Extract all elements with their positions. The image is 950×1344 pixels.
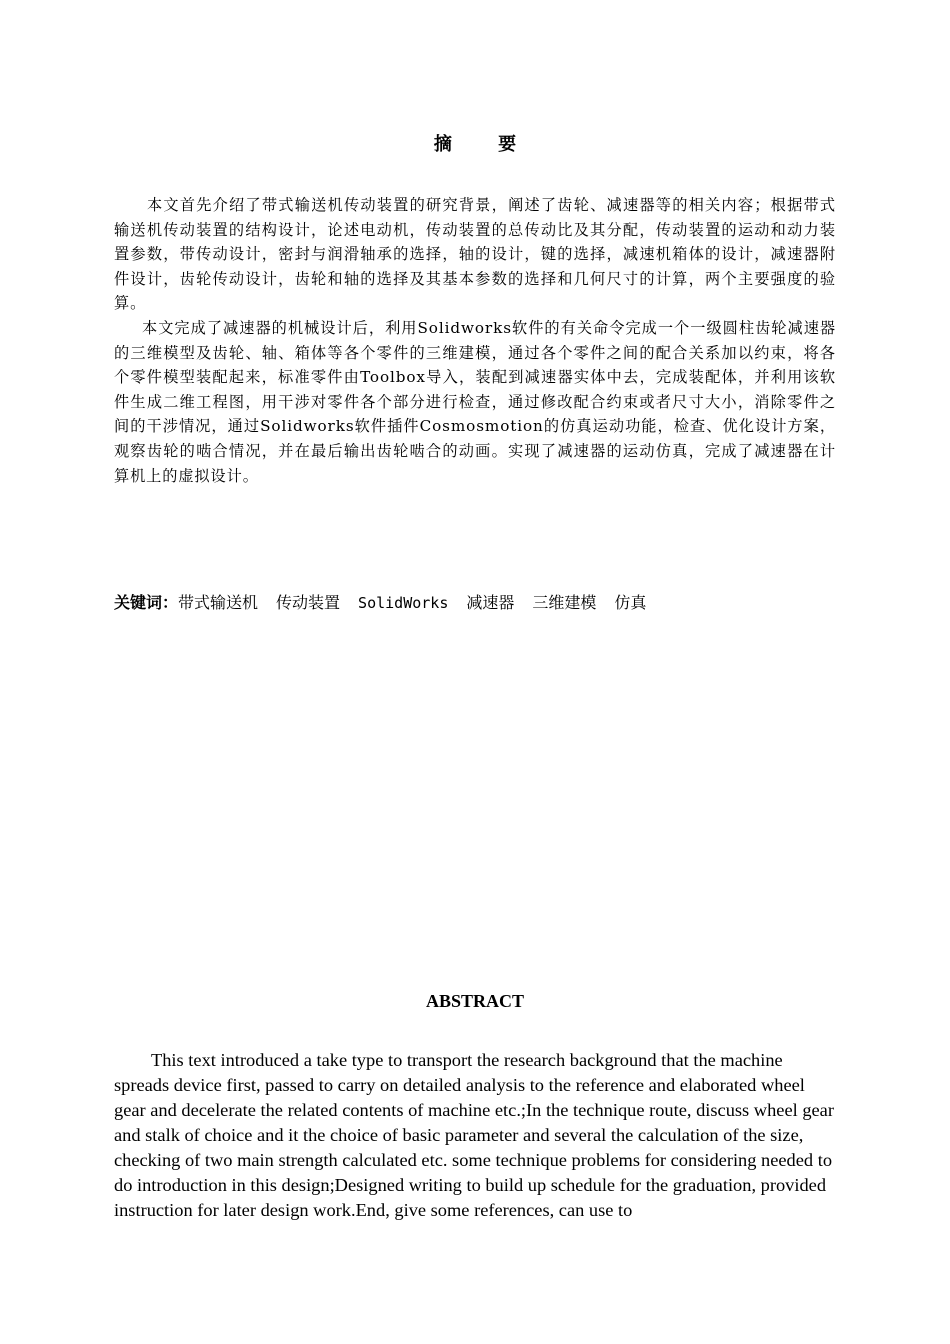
abstract-en-paragraph-1: This text introduced a take type to transport the research background that the machine spreads device first, passed to carry on detailed analysis to the reference and elaborated wheel gear and decelerate the related contents of machine etc.;In the technique route, discuss wheel gear and stalk of choice and it the choice of basic parameter and several the calculation of the size, checking of two main strength calculated etc. some technique problems for considering needed to do introduction in this design;Designed writing to build up schedule for the graduation, provided instruction for later design work.End, give some references, can use to: [114, 1050, 834, 1220]
keyword-item: SolidWorks: [358, 594, 449, 612]
abstract-en-title: ABSTRACT: [425, 991, 525, 1011]
keyword-item: 减速器: [466, 593, 515, 612]
keyword-item: 传动装置: [276, 593, 341, 612]
keyword-item: 仿真: [614, 593, 647, 612]
keyword-item: 三维建模: [532, 593, 597, 612]
abstract-cn-paragraph-1: 本文首先介绍了带式输送机传动装置的研究背景，阐述了齿轮、减速器等的相关内容；根据带式输送机传动装置的结构设计，论述电动机，传动装置的总传动比及其分配，传动装置的运动和动力装置参数，带传动设计，密封与润滑轴承的选择，轴的设计，键的选择，减速机箱体的设计，减速器附件设计，齿轮传动设计，齿轮和轴的选择及其基本参数的选择和几何尺寸的计算，两个主要强度的验算。: [114, 196, 836, 313]
abstract-cn-paragraph-2: 本文完成了减速器的机械设计后，利用Solidworks软件的有关命令完成一个一级圆柱齿轮减速器的三维模型及齿轮、轴、箱体等各个零件的三维建模，通过各个零件之间的配合关系加以约束，将各个零件模型装配起来，标准零件由Toolbox导入，装配到减速器实体中去，完成装配体，并利用该软件生成二维工程图，用干涉对零件各个部分进行检查，通过修改配合约束或者尺寸大小，消除零件之间的干涉情况，通过Solidworks软件插件Cosmosmotion的仿真运动功能，检查、优化设计方案，观察齿轮的啮合情况，并在最后输出齿轮啮合的动画。实现了减速器的运动仿真，完成了减速器在计算机上的虚拟设计。: [114, 319, 836, 485]
abstract-cn-title: 摘 要: [433, 134, 537, 155]
keyword-item: 带式输送机: [178, 593, 259, 612]
abstract-cn-section-1: [114, 193, 836, 316]
keywords-line: [114, 590, 854, 616]
keywords-label: 关键词：: [114, 593, 179, 612]
abstract-cn-section-2: [114, 316, 836, 488]
abstract-en-section: [114, 1048, 836, 1223]
